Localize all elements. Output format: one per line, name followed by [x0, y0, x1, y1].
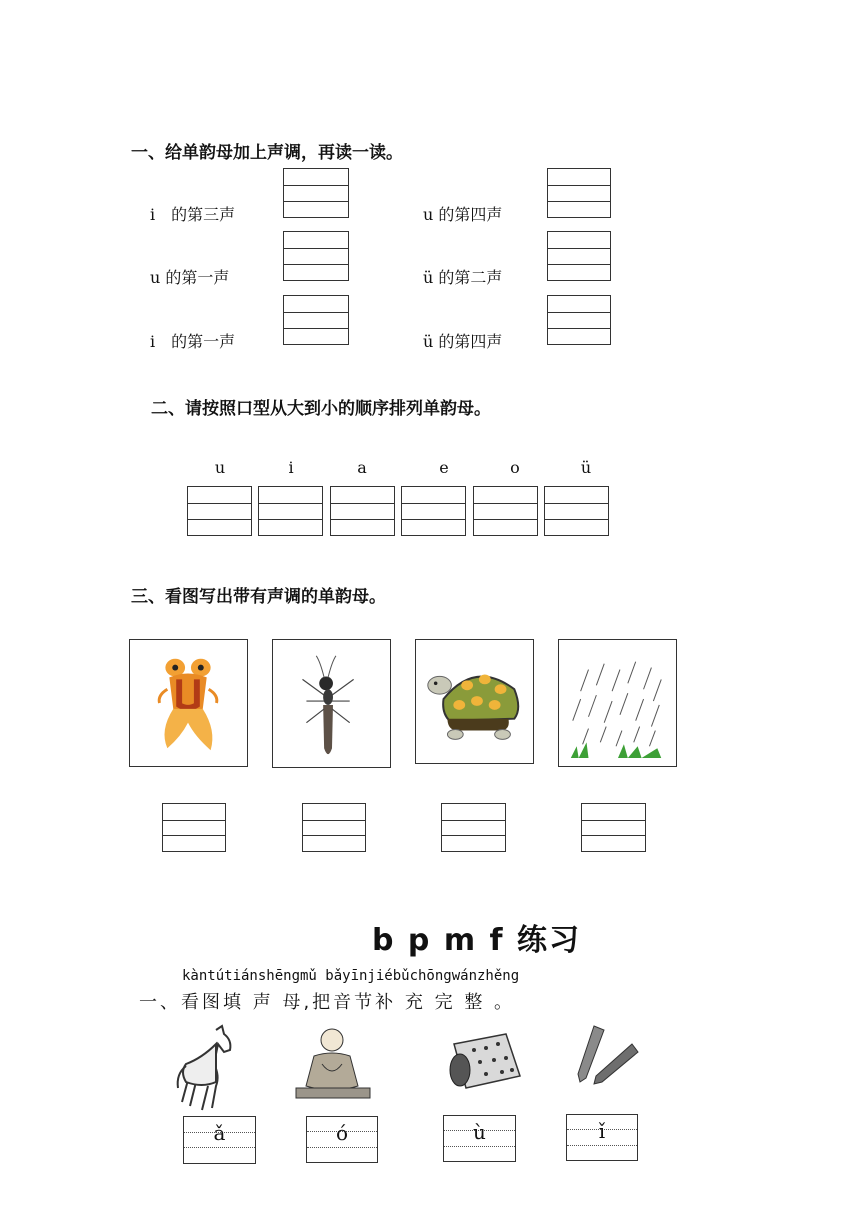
syllable-cell[interactable] [566, 1114, 638, 1161]
rain-image [558, 639, 677, 767]
vowel-text: ó [335, 1121, 349, 1145]
vowel-letter: a [357, 458, 367, 477]
section4-heading: 一、看图填 声 母,把音节补 充 完 整 。 [139, 992, 516, 1013]
order-writing-grid[interactable] [544, 486, 609, 536]
turtle-image [415, 639, 534, 764]
picture-answer-grid[interactable] [162, 803, 226, 852]
vowel-text: ǐ [598, 1119, 606, 1143]
picture-answer-grid[interactable] [302, 803, 366, 852]
horse-image [172, 1024, 238, 1112]
practice-title: b p m f 练习 [372, 923, 582, 958]
cloth-image [446, 1030, 526, 1092]
order-writing-grid[interactable] [401, 486, 466, 536]
tone-writing-grid[interactable] [283, 231, 349, 281]
vowel-letter: o [510, 458, 520, 477]
vowel-letter: u [214, 458, 226, 477]
section2-heading: 二、请按照口型从大到小的顺序排列单韵母。 [151, 399, 491, 419]
s1-item-label: u 的第四声 [423, 205, 503, 224]
order-writing-grid[interactable] [473, 486, 538, 536]
buddha-image [292, 1024, 374, 1102]
tone-writing-grid[interactable] [547, 168, 611, 218]
pinyin-annotation: kàntútiánshēngmǔ bǎyīnjiébǔchōngwánzhěng [182, 968, 520, 984]
vowel-text: ǎ [213, 1121, 226, 1145]
s1-item-label: i 的第一声 [150, 332, 236, 351]
syllable-cell[interactable] [306, 1116, 378, 1163]
pencils-image [572, 1022, 640, 1086]
tone-writing-grid[interactable] [547, 231, 611, 281]
vowel-letter: ü [580, 458, 592, 477]
order-writing-grid[interactable] [258, 486, 323, 536]
tone-writing-grid[interactable] [283, 168, 349, 218]
order-writing-grid[interactable] [187, 486, 252, 536]
order-writing-grid[interactable] [330, 486, 395, 536]
tone-writing-grid[interactable] [547, 295, 611, 345]
section3-heading: 三、看图写出带有声调的单韵母。 [131, 587, 386, 607]
s1-item-label: ü 的第四声 [423, 332, 503, 351]
syllable-cell[interactable] [443, 1115, 516, 1162]
picture-answer-grid[interactable] [441, 803, 506, 852]
vowel-letter: i [288, 458, 294, 477]
s1-item-label: ü 的第二声 [423, 268, 503, 287]
picture-answer-grid[interactable] [581, 803, 646, 852]
section1-heading: 一、给单韵母加上声调，再读一读。 [131, 143, 403, 163]
goldfish-image [129, 639, 248, 767]
s1-item-label: u 的第一声 [150, 268, 230, 287]
vowel-letter: e [439, 458, 449, 477]
syllable-cell[interactable] [183, 1116, 256, 1164]
vowel-text: ù [473, 1120, 486, 1144]
s1-item-label: i 的第三声 [150, 205, 236, 224]
insect-image [272, 639, 391, 768]
tone-writing-grid[interactable] [283, 295, 349, 345]
